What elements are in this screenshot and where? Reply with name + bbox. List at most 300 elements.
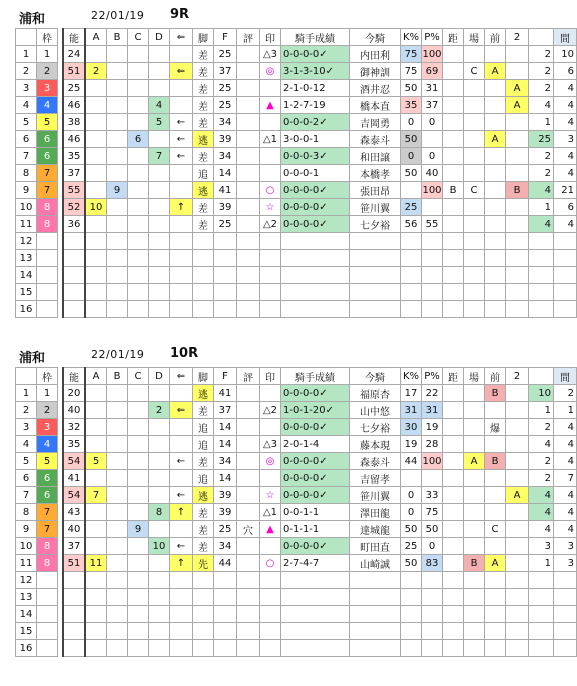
table-cell: 50 xyxy=(401,521,422,538)
ability-cell: 35 xyxy=(63,436,85,453)
table-cell xyxy=(214,250,237,267)
table-cell xyxy=(443,521,464,538)
table-cell: 8 xyxy=(149,504,170,521)
table-cell: ← xyxy=(170,148,193,165)
table-cell xyxy=(85,623,107,640)
table-cell xyxy=(506,606,529,623)
table-cell xyxy=(85,46,107,63)
jockey-name-cell xyxy=(350,640,401,657)
table-cell xyxy=(85,165,107,182)
running-style-cell: 逃 xyxy=(193,385,214,402)
table-cell xyxy=(128,80,149,97)
table-cell xyxy=(237,46,260,63)
table-cell xyxy=(506,470,529,487)
table-cell: 10 xyxy=(529,385,554,402)
table-cell xyxy=(170,419,193,436)
table-cell xyxy=(485,589,506,606)
table-cell xyxy=(554,267,577,284)
table-cell xyxy=(443,555,464,572)
table-cell xyxy=(506,63,529,80)
table-cell xyxy=(214,606,237,623)
table-cell xyxy=(422,572,443,589)
table-cell xyxy=(485,80,506,97)
jockey-record-cell: 0-0-0-0✓ xyxy=(281,419,350,436)
table-cell xyxy=(443,267,464,284)
table-cell xyxy=(107,623,128,640)
mark-cell xyxy=(260,470,281,487)
table-cell xyxy=(170,521,193,538)
table-cell xyxy=(464,572,485,589)
table-cell xyxy=(128,470,149,487)
table-cell xyxy=(170,284,193,301)
jockey-record-cell: 2-7-4-7 xyxy=(281,555,350,572)
table-cell xyxy=(529,640,554,657)
table-cell: 2 xyxy=(529,419,554,436)
frame-cell xyxy=(37,284,58,301)
column-header: A xyxy=(85,368,107,385)
table-cell: 100 xyxy=(422,46,443,63)
horse-number-cell: 13 xyxy=(16,250,37,267)
jockey-record-cell: 3-0-0-1 xyxy=(281,131,350,148)
table-cell: 100 xyxy=(422,453,443,470)
table-cell xyxy=(237,131,260,148)
mark-cell: ▲ xyxy=(260,521,281,538)
table-cell xyxy=(149,216,170,233)
table-cell xyxy=(128,199,149,216)
horse-number-cell: 6 xyxy=(16,470,37,487)
jockey-record-cell: 0-0-0-0✓ xyxy=(281,46,350,63)
column-header: A xyxy=(85,29,107,46)
table-cell xyxy=(485,284,506,301)
race-title-row xyxy=(15,6,577,28)
table-cell xyxy=(107,521,128,538)
mark-cell: ○ xyxy=(260,182,281,199)
table-cell: 0 xyxy=(401,487,422,504)
mark-cell xyxy=(260,538,281,555)
table-cell xyxy=(529,267,554,284)
horse-number-cell: 13 xyxy=(16,589,37,606)
table-cell xyxy=(401,589,422,606)
ability-cell xyxy=(63,267,85,284)
mark-cell xyxy=(260,165,281,182)
table-cell xyxy=(214,572,237,589)
table-cell: 25 xyxy=(214,521,237,538)
table-cell: A xyxy=(485,63,506,80)
table-cell xyxy=(237,385,260,402)
table-cell xyxy=(128,453,149,470)
table-cell xyxy=(149,301,170,318)
table-cell: 19 xyxy=(401,436,422,453)
table-cell xyxy=(464,589,485,606)
jockey-name-cell: 七夕裕 xyxy=(350,419,401,436)
table-header-row xyxy=(16,29,577,46)
table-cell xyxy=(237,182,260,199)
table-cell xyxy=(107,301,128,318)
race-block-10r xyxy=(15,345,577,657)
table-cell: ⇐ xyxy=(170,63,193,80)
jockey-record-cell: 0-0-0-0✓ xyxy=(281,487,350,504)
frame-cell xyxy=(37,301,58,318)
table-cell xyxy=(149,606,170,623)
table-cell xyxy=(170,216,193,233)
table-cell xyxy=(237,538,260,555)
table-cell xyxy=(214,640,237,657)
table-cell xyxy=(422,640,443,657)
ability-cell: 35 xyxy=(63,148,85,165)
horse-number-cell: 3 xyxy=(16,419,37,436)
table-cell xyxy=(149,419,170,436)
horse-number-cell: 1 xyxy=(16,46,37,63)
frame-cell: 2 xyxy=(37,402,58,419)
table-cell xyxy=(170,97,193,114)
running-style-cell xyxy=(193,267,214,284)
jockey-name-cell: 福原杏 xyxy=(350,385,401,402)
ability-cell: 54 xyxy=(63,487,85,504)
venue-name: 浦和 xyxy=(19,351,46,366)
running-style-cell: 追 xyxy=(193,436,214,453)
table-cell xyxy=(128,63,149,80)
table-cell xyxy=(128,436,149,453)
jockey-name-cell: 笹川翼 xyxy=(350,199,401,216)
table-cell: 34 xyxy=(214,453,237,470)
table-cell xyxy=(85,436,107,453)
running-style-cell: 追 xyxy=(193,419,214,436)
column-header: 場 xyxy=(464,29,485,46)
table-cell xyxy=(107,284,128,301)
table-cell xyxy=(422,470,443,487)
table-cell xyxy=(237,233,260,250)
table-cell xyxy=(107,148,128,165)
table-cell: 4 xyxy=(554,114,577,131)
mark-cell xyxy=(260,267,281,284)
table-cell xyxy=(149,284,170,301)
table-cell: C xyxy=(464,182,485,199)
table-cell xyxy=(443,199,464,216)
table-cell: 3 xyxy=(554,555,577,572)
table-cell xyxy=(237,284,260,301)
race-date: 22/01/19 xyxy=(91,348,145,361)
jockey-name-cell xyxy=(350,284,401,301)
table-cell xyxy=(107,419,128,436)
table-cell xyxy=(485,572,506,589)
column-header: B xyxy=(107,29,128,46)
table-cell xyxy=(128,46,149,63)
table-cell xyxy=(422,267,443,284)
column-header: D xyxy=(149,29,170,46)
table-cell xyxy=(107,487,128,504)
mark-cell xyxy=(260,623,281,640)
frame-cell xyxy=(37,623,58,640)
frame-cell xyxy=(37,250,58,267)
table-cell xyxy=(464,216,485,233)
table-cell xyxy=(214,233,237,250)
table-cell: 2 xyxy=(529,46,554,63)
table-cell: 0 xyxy=(422,148,443,165)
column-header: 枠 xyxy=(37,368,58,385)
ability-cell: 46 xyxy=(63,97,85,114)
table-cell: 4 xyxy=(554,487,577,504)
ability-cell: 36 xyxy=(63,216,85,233)
table-cell: ← xyxy=(170,114,193,131)
jockey-name-cell xyxy=(350,606,401,623)
table-cell xyxy=(529,623,554,640)
table-cell: 40 xyxy=(422,165,443,182)
table-cell xyxy=(237,216,260,233)
frame-cell: 5 xyxy=(37,453,58,470)
ability-cell: 41 xyxy=(63,470,85,487)
jockey-record-cell: 0-0-0-0✓ xyxy=(281,385,350,402)
race-title-row xyxy=(15,345,577,367)
table-cell xyxy=(443,487,464,504)
table-cell xyxy=(170,589,193,606)
table-row xyxy=(16,80,577,97)
table-cell xyxy=(401,640,422,657)
table-cell: 0 xyxy=(422,538,443,555)
table-cell: 11 xyxy=(85,555,107,572)
table-cell: 35 xyxy=(401,97,422,114)
table-cell xyxy=(85,233,107,250)
frame-cell xyxy=(37,572,58,589)
table-cell xyxy=(170,470,193,487)
column-header: 評 xyxy=(237,368,260,385)
mark-cell xyxy=(260,233,281,250)
table-cell xyxy=(464,521,485,538)
table-cell: 25 xyxy=(401,199,422,216)
jockey-record-cell: 0-0-0-1 xyxy=(281,165,350,182)
table-cell xyxy=(149,182,170,199)
column-header xyxy=(16,368,37,385)
table-cell xyxy=(128,555,149,572)
running-style-cell: 差 xyxy=(193,402,214,419)
mark-cell: ○ xyxy=(260,555,281,572)
table-row xyxy=(16,402,577,419)
ability-cell: 37 xyxy=(63,165,85,182)
table-row xyxy=(16,148,577,165)
table-cell xyxy=(485,301,506,318)
table-cell xyxy=(485,216,506,233)
frame-cell: 8 xyxy=(37,199,58,216)
table-cell: A xyxy=(506,487,529,504)
jockey-name-cell: 内田利 xyxy=(350,46,401,63)
table-row xyxy=(16,589,577,606)
table-cell xyxy=(149,640,170,657)
jockey-name-cell: 吉岡勇 xyxy=(350,114,401,131)
table-cell: 19 xyxy=(422,419,443,436)
frame-cell: 7 xyxy=(37,504,58,521)
column-header xyxy=(529,29,554,46)
running-style-cell xyxy=(193,640,214,657)
table-cell xyxy=(464,284,485,301)
horse-number-cell: 15 xyxy=(16,623,37,640)
jockey-name-cell: 七夕裕 xyxy=(350,216,401,233)
column-header: 2 xyxy=(506,368,529,385)
horse-number-cell: 9 xyxy=(16,521,37,538)
table-cell xyxy=(128,385,149,402)
jockey-name-cell xyxy=(350,301,401,318)
table-cell xyxy=(107,538,128,555)
table-cell xyxy=(464,46,485,63)
table-cell xyxy=(85,284,107,301)
table-cell xyxy=(464,385,485,402)
table-cell: 5 xyxy=(149,114,170,131)
table-cell xyxy=(128,301,149,318)
frame-cell: 7 xyxy=(37,521,58,538)
table-row xyxy=(16,419,577,436)
jockey-record-cell: 0-0-1-1 xyxy=(281,504,350,521)
table-cell: ← xyxy=(170,453,193,470)
mark-cell xyxy=(260,589,281,606)
table-cell xyxy=(464,402,485,419)
table-cell xyxy=(401,470,422,487)
table-cell xyxy=(506,453,529,470)
table-cell xyxy=(85,606,107,623)
table-cell xyxy=(107,165,128,182)
table-row xyxy=(16,199,577,216)
table-cell xyxy=(443,402,464,419)
table-cell: 14 xyxy=(214,165,237,182)
race-number: 10R xyxy=(170,346,199,361)
table-row xyxy=(16,97,577,114)
jockey-record-cell: 0-1-1-1 xyxy=(281,521,350,538)
table-cell xyxy=(107,131,128,148)
table-row xyxy=(16,453,577,470)
table-cell xyxy=(464,301,485,318)
table-cell xyxy=(506,521,529,538)
table-cell xyxy=(128,233,149,250)
race-block-9r xyxy=(15,6,577,318)
table-cell: 7 xyxy=(85,487,107,504)
table-cell xyxy=(506,46,529,63)
table-cell xyxy=(128,182,149,199)
table-cell xyxy=(85,402,107,419)
mark-cell: △1 xyxy=(260,131,281,148)
mark-cell xyxy=(260,640,281,657)
jockey-record-cell xyxy=(281,301,350,318)
table-cell xyxy=(85,589,107,606)
table-cell: C xyxy=(464,63,485,80)
ability-cell xyxy=(63,284,85,301)
mark-cell: △2 xyxy=(260,402,281,419)
table-cell xyxy=(464,165,485,182)
table-row xyxy=(16,521,577,538)
table-cell: 50 xyxy=(401,165,422,182)
running-style-cell: 差 xyxy=(193,80,214,97)
table-cell xyxy=(464,250,485,267)
table-cell: 4 xyxy=(529,97,554,114)
table-cell xyxy=(149,521,170,538)
table-cell xyxy=(506,385,529,402)
ability-cell: 37 xyxy=(63,538,85,555)
table-cell xyxy=(554,301,577,318)
table-cell: A xyxy=(506,80,529,97)
table-cell xyxy=(401,250,422,267)
table-cell xyxy=(237,555,260,572)
table-cell: 39 xyxy=(214,504,237,521)
table-cell xyxy=(85,385,107,402)
table-cell xyxy=(464,640,485,657)
table-cell xyxy=(237,199,260,216)
table-row xyxy=(16,436,577,453)
frame-cell: 6 xyxy=(37,470,58,487)
table-cell: 44 xyxy=(214,555,237,572)
column-header: P% xyxy=(422,368,443,385)
table-cell: 37 xyxy=(422,97,443,114)
table-cell: 41 xyxy=(214,385,237,402)
table-cell: 2 xyxy=(529,453,554,470)
table-cell xyxy=(170,385,193,402)
table-cell xyxy=(107,250,128,267)
column-header: F xyxy=(214,29,237,46)
table-cell: 31 xyxy=(422,80,443,97)
table-cell: 75 xyxy=(422,504,443,521)
table-cell xyxy=(485,148,506,165)
table-cell xyxy=(422,301,443,318)
table-cell: 4 xyxy=(529,182,554,199)
mark-cell: △2 xyxy=(260,216,281,233)
table-row xyxy=(16,63,577,80)
table-cell xyxy=(485,114,506,131)
ability-cell: 51 xyxy=(63,555,85,572)
table-cell: 4 xyxy=(554,453,577,470)
table-cell xyxy=(85,640,107,657)
table-row xyxy=(16,606,577,623)
table-cell xyxy=(485,640,506,657)
table-cell xyxy=(554,284,577,301)
running-style-cell xyxy=(193,623,214,640)
table-cell xyxy=(170,80,193,97)
table-cell xyxy=(485,165,506,182)
table-cell: 55 xyxy=(422,216,443,233)
table-cell: ↑ xyxy=(170,555,193,572)
table-cell xyxy=(237,301,260,318)
mark-cell: ◎ xyxy=(260,453,281,470)
running-style-cell: 差 xyxy=(193,63,214,80)
horse-number-cell: 12 xyxy=(16,572,37,589)
table-cell xyxy=(506,572,529,589)
table-cell xyxy=(149,385,170,402)
jockey-record-cell xyxy=(281,589,350,606)
table-row xyxy=(16,385,577,402)
table-cell xyxy=(506,504,529,521)
table-cell xyxy=(107,470,128,487)
table-cell xyxy=(529,301,554,318)
table-cell: 10 xyxy=(149,538,170,555)
table-cell: C xyxy=(485,521,506,538)
table-cell: 25 xyxy=(214,216,237,233)
table-cell xyxy=(464,199,485,216)
running-style-cell: 逃 xyxy=(193,131,214,148)
running-style-cell xyxy=(193,250,214,267)
ability-cell: 20 xyxy=(63,385,85,402)
venue-name: 浦和 xyxy=(19,12,46,27)
running-style-cell: 差 xyxy=(193,148,214,165)
table-cell xyxy=(85,419,107,436)
jockey-name-cell: 町田直 xyxy=(350,538,401,555)
table-cell: ← xyxy=(170,131,193,148)
table-cell xyxy=(237,589,260,606)
table-cell xyxy=(443,97,464,114)
mark-cell xyxy=(260,572,281,589)
jockey-name-cell xyxy=(350,250,401,267)
table-cell xyxy=(443,606,464,623)
horse-number-cell: 1 xyxy=(16,385,37,402)
frame-cell: 8 xyxy=(37,555,58,572)
jockey-record-cell xyxy=(281,284,350,301)
table-cell xyxy=(107,436,128,453)
table-cell: 2 xyxy=(529,148,554,165)
column-header: 今騎 xyxy=(350,29,401,46)
table-row xyxy=(16,216,577,233)
